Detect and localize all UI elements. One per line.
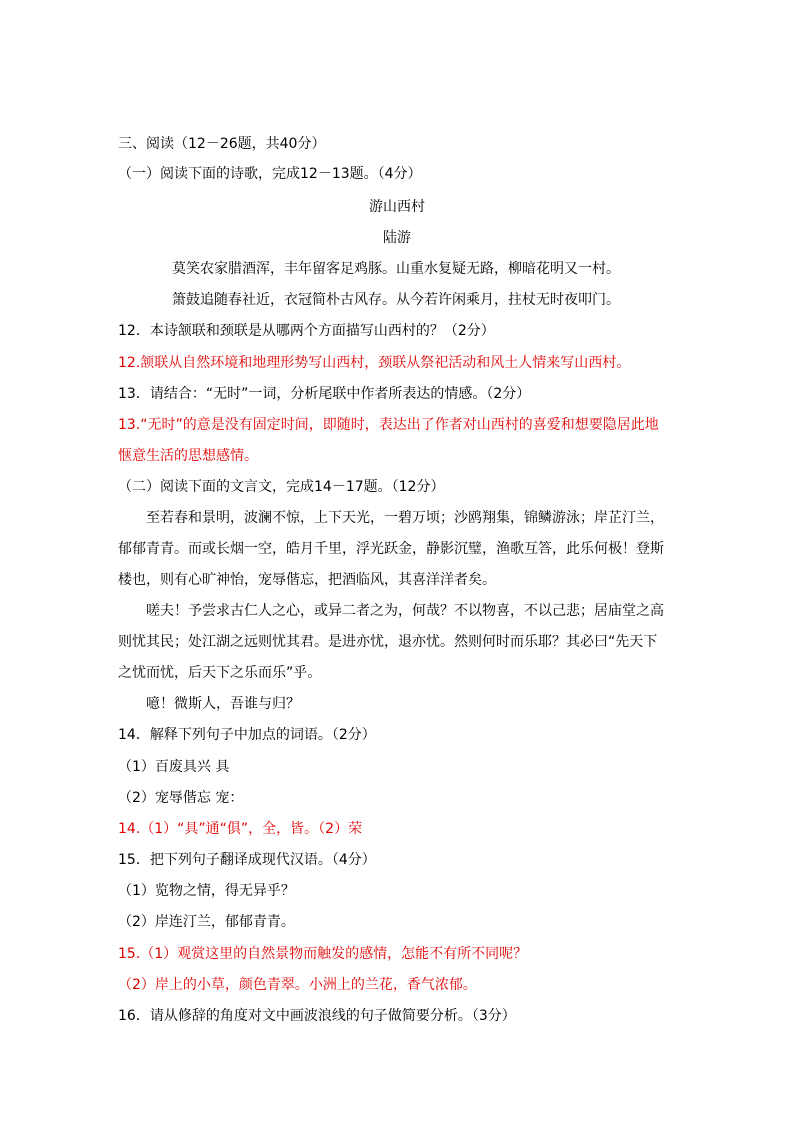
part1-intro: （一）阅读下面的诗歌，完成12－13题。（4分） — [118, 166, 422, 182]
question-15: 15．把下列句子翻译成现代汉语。（4分） — [118, 852, 376, 868]
section-heading: 三、阅读（12－26题，共40分） — [118, 136, 326, 152]
question-14-item: （2）宠辱偕忘 宠： — [118, 790, 244, 806]
poem-author: 陆游 — [383, 230, 411, 246]
question-12: 12．本诗颔联和颈联是从哪两个方面描写山西村的？（2分） — [118, 323, 495, 339]
passage-line: 郁郁青青。而或长烟一空，皓月千里，浮光跃金，静影沉璧，渔歌互答，此乐何极！登斯 — [118, 541, 664, 557]
passage-line: 至若春和景明，波澜不惊，上下天光，一碧万顷；沙鸥翔集，锦鳞游泳；岸芷汀兰， — [146, 510, 664, 526]
answer-13-line: 13.“无时”的意是没有固定时间，即随时，表达出了作者对山西村的喜爱和想要隐居此地 — [118, 417, 659, 433]
answer-13-line: 惬意生活的思想感情。 — [118, 448, 258, 464]
passage-line: 楼也，则有心旷神怡，宠辱偕忘，把酒临风，其喜洋洋者矣。 — [118, 572, 496, 588]
passage-line: 之忧而忧，后天下之乐而乐”乎。 — [118, 665, 322, 681]
answer-14: 14.（1）“具”通“俱”，全，皆。（2）荣 — [118, 821, 363, 837]
passage-line: 嗟夫！予尝求古仁人之心，或异二者之为，何哉？不以物喜，不以己悲；居庙堂之高 — [146, 603, 664, 619]
question-15-item: （1）览物之情，得无异乎？ — [118, 883, 295, 899]
question-13: 13．请结合：“无时”一词，分析尾联中作者所表达的情感。（2分） — [118, 386, 531, 402]
poem-line: 箫鼓追随春社近，衣冠简朴古风存。从今若许闲乘月，拄杖无时夜叩门。 — [172, 292, 620, 308]
question-16: 16．请从修辞的角度对文中画波浪线的句子做简要分析。（3分） — [118, 1008, 516, 1024]
poem-line: 莫笑农家腊酒浑，丰年留客足鸡豚。山重水复疑无路，柳暗花明又一村。 — [172, 261, 620, 277]
part2-intro: （二）阅读下面的文言文，完成14－17题。（12分） — [118, 479, 445, 495]
answer-15-line: 15.（1）观赏这里的自然景物而触发的感情，怎能不有所不同呢？ — [118, 946, 528, 962]
question-14: 14．解释下列句子中加点的词语。（2分） — [118, 727, 376, 743]
question-14-item: （1）百废具兴 具 — [118, 759, 230, 775]
passage-line: 则忧其民；处江湖之远则忧其君。是进亦忧，退亦忧。然则何时而乐耶？其必曰“先天下 — [118, 634, 658, 650]
passage-line: 噫！微斯人，吾谁与归？ — [146, 696, 300, 712]
answer-12: 12.颔联从自然环境和地理形势写山西村，颈联从祭祀活动和风土人情来写山西村。 — [118, 355, 631, 371]
answer-15-line: （2）岸上的小草，颜色青翠。小洲上的兰花，香气浓郁。 — [118, 977, 477, 993]
poem-title: 游山西村 — [369, 199, 425, 215]
question-15-item: （2）岸连汀兰，郁郁青青。 — [118, 914, 295, 930]
